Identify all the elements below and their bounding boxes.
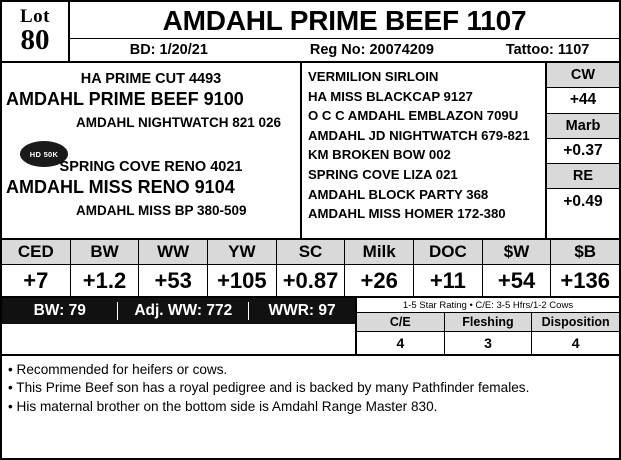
epd-ww [139, 240, 208, 296]
page-title: AMDAHL PRIME BEEF 1107 [70, 2, 619, 39]
list-item: AMDAHL JD NIGHTWATCH 679-821 [308, 127, 530, 143]
epd-value: +26 [360, 268, 398, 293]
dam: AMDAHL MISS RENO 9104 [6, 177, 235, 197]
epd-header: BW [71, 240, 139, 265]
sire: AMDAHL PRIME BEEF 9100 [6, 89, 244, 109]
star-rating-header: Disposition [532, 313, 619, 332]
epd-bw [71, 240, 140, 296]
card-header [2, 2, 619, 63]
epd-value: +105 [217, 268, 267, 293]
epd-header: DOC [414, 240, 482, 265]
list-item: SPRING COVE LIZA 021 [308, 166, 458, 182]
epd-header: YW [208, 240, 276, 265]
note-item: • Recommended for heifers or cows. [8, 362, 228, 377]
carcass-label-cw: CW [547, 63, 619, 88]
star-ratings-block [357, 298, 619, 354]
maternal-grandsire: SPRING COVE RENO 4021 [59, 159, 243, 175]
list-item: KM BROKEN BOW 002 [308, 147, 451, 163]
tattoo: Tattoo: 1107 [505, 42, 590, 58]
epd-header: WW [139, 240, 207, 265]
list-item: HA MISS BLACKCAP 9127 [308, 88, 473, 104]
note-item: • This Prime Beef son has a royal pedigree and is backed by many Pathfinder females. [8, 380, 530, 396]
epd-header: SC [277, 240, 345, 265]
registration-number: Reg No: 20074209 [309, 42, 434, 58]
hd-50k-logo-icon: HD 50K [20, 141, 68, 167]
epd-sc [277, 240, 346, 296]
star-rating-value: 4 [396, 335, 405, 351]
measurements-spacer [2, 324, 355, 356]
epd-header: $W [483, 240, 551, 265]
epd-value: +53 [154, 268, 192, 293]
pedigree-section [2, 63, 619, 240]
epd-value: +0.87 [282, 268, 339, 293]
identification-row [70, 39, 619, 61]
list-item: O C C AMDAHL EMBLAZON 709U [308, 108, 519, 124]
star-rating-disposition [532, 313, 619, 355]
carcass-value-marb: +0.37 [547, 139, 619, 164]
measurements-block [2, 298, 357, 354]
epd-dollar-w [483, 240, 552, 296]
epd-value: +54 [497, 268, 536, 293]
epd-value: +1.2 [82, 268, 127, 293]
carcass-value-cw: +44 [547, 88, 619, 113]
epd-value: +7 [23, 268, 49, 293]
measure-birth-weight: BW: 79 [2, 302, 118, 320]
star-rating-header: Fleshing [445, 313, 532, 332]
epd-value: +136 [560, 268, 610, 293]
epd-yw [208, 240, 277, 296]
epd-dollar-b [551, 240, 619, 296]
star-rating-value: 3 [484, 335, 492, 351]
carcass-column-spacer [547, 215, 619, 238]
star-rating-header: C/E [357, 313, 444, 332]
measure-weaning-weight-ratio: WWR: 97 [268, 302, 336, 319]
star-rating-value: 4 [571, 335, 580, 351]
star-ratings-grid [357, 313, 619, 355]
star-rating-note: 1-5 Star Rating • C/E: 3-5 Hfrs/1-2 Cows [357, 298, 619, 313]
list-item: VERMILION SIRLOIN [308, 69, 439, 84]
measure-adj-weaning-weight: Adj. WW: 772 [118, 302, 249, 320]
epd-value: +11 [429, 268, 466, 293]
list-item: AMDAHL BLOCK PARTY 368 [308, 186, 489, 202]
epd-header: $B [551, 240, 619, 265]
lot-number: 80 [20, 24, 50, 56]
carcass-label-re: RE [547, 164, 619, 189]
paternal-grandsire: HA PRIME CUT 4493 [80, 71, 222, 87]
epd-milk [345, 240, 414, 296]
epd-header: CED [2, 240, 70, 265]
maternal-granddam: AMDAHL MISS BP 380-509 [76, 203, 247, 218]
pedigree-great-grandparents [302, 63, 547, 238]
measurements-band [2, 298, 355, 324]
notes-section [2, 356, 619, 458]
paternal-granddam: AMDAHL NIGHTWATCH 821 026 [76, 115, 282, 130]
lot-label: Lot [20, 6, 50, 27]
list-item: AMDAHL MISS HOMER 172-380 [308, 206, 506, 222]
lot-box [2, 2, 70, 61]
epd-doc [414, 240, 483, 296]
carcass-value-re: +0.49 [563, 193, 603, 211]
title-column [70, 2, 619, 61]
epd-header: Milk [345, 240, 413, 265]
epd-table [2, 240, 619, 298]
carcass-epd-column [547, 63, 619, 238]
measurements-wrap [2, 298, 355, 354]
pedigree-parents [2, 63, 302, 238]
measurements-and-ratings [2, 298, 619, 356]
epd-ced [2, 240, 71, 296]
birth-date: BD: 1/20/21 [129, 42, 208, 58]
note-item: • His maternal brother on the bottom side is Amdahl Range Master 830. [8, 398, 438, 414]
star-rating-fleshing [445, 313, 533, 355]
star-rating-ce [357, 313, 445, 355]
carcass-label-marb: Marb [547, 114, 619, 139]
